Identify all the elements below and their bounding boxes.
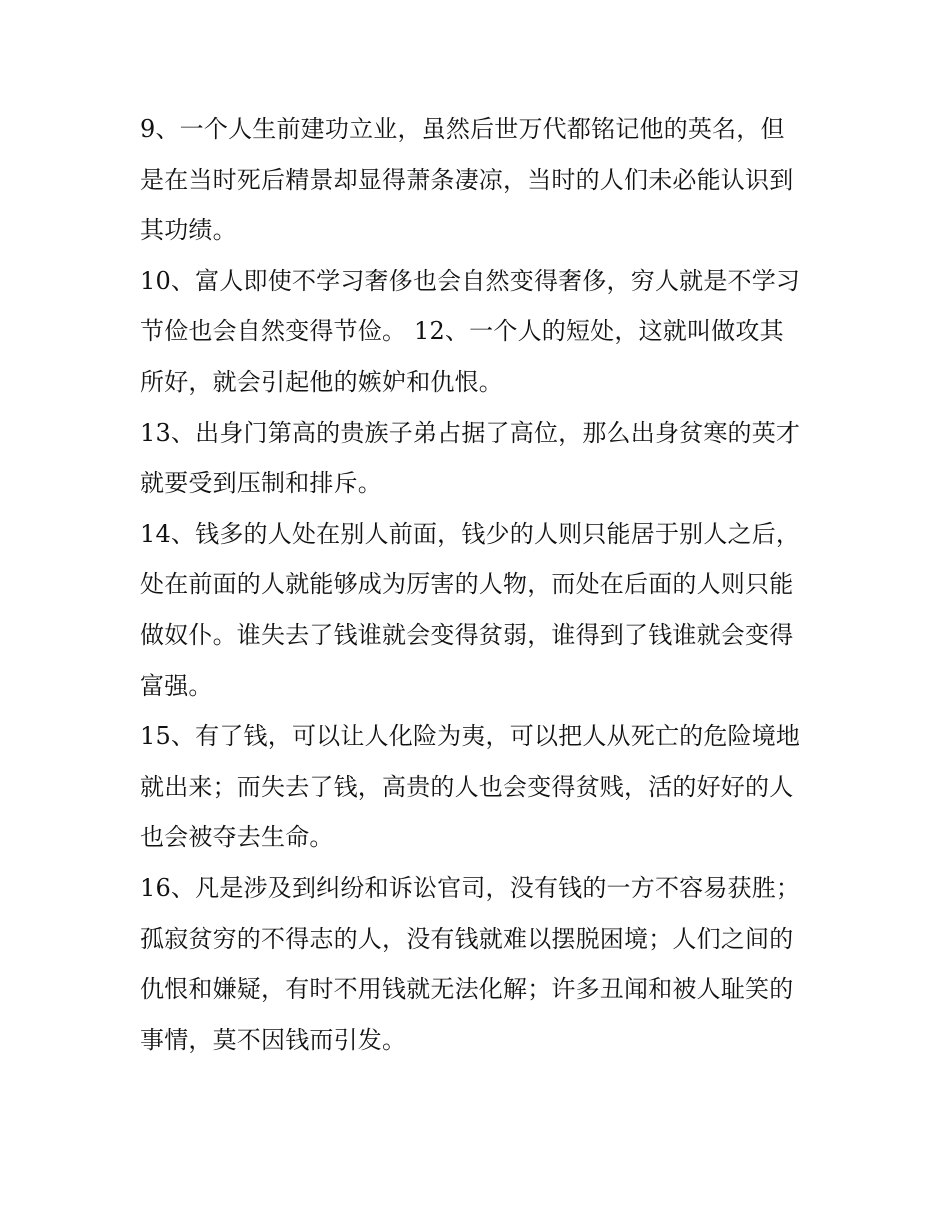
text-line: 所好，就会引起他的嫉妒和仇恨。 [140,367,503,396]
text-line: 就出来；而失去了钱，高贵的人也会变得贫贱，活的好好的人 [140,772,794,801]
text-line: 做奴仆。谁失去了钱谁就会变得贫弱，谁得到了钱谁就会变得 [140,620,794,649]
text-line: 15、有了钱，可以让人化险为夷，可以把人从死亡的危险境地 [140,722,801,751]
paragraph-9 [140,104,830,256]
text-line: 节俭也会自然变得节俭。 12、一个人的短处，这就叫做攻其 [140,317,784,346]
text-line: 富强。 [140,671,213,700]
paragraph-13 [140,408,830,509]
text-line: 其功绩。 [140,216,237,245]
paragraph-15 [140,711,830,863]
text-line: 就要受到压制和排斥。 [140,469,382,498]
text-line: 13、出身门第高的贵族子弟占据了高位，那么出身贫寒的英才 [140,418,801,447]
text-line: 是在当时死后精景却显得萧条凄凉，当时的人们未必能认识到 [140,165,794,194]
text-line: 14、钱多的人处在别人前面，钱少的人则只能居于别人之后， [140,519,801,548]
paragraph-16 [140,863,830,1065]
text-line: 9、一个人生前建功立业，虽然后世万代都铭记他的英名，但 [140,115,785,143]
paragraph-14 [140,509,830,711]
text-line: 也会被夺去生命。 [140,823,334,852]
text-line: 孤寂贫穷的不得志的人，没有钱就难以摆脱困境；人们之间的 [140,924,794,953]
text-line: 处在前面的人就能够成为厉害的人物，而处在后面的人则只能 [140,570,794,599]
text-line: 仇恨和嫌疑，有时不用钱就无法化解；许多丑闻和被人耻笑的 [140,975,794,1004]
text-line: 10、富人即使不学习奢侈也会自然变得奢侈，穷人就是不学习 [140,266,801,295]
paragraph-10-12 [140,256,830,408]
document-body [140,104,830,1065]
text-line: 事情，莫不因钱而引发。 [140,1025,407,1054]
text-line: 16、凡是涉及到纠纷和诉讼官司，没有钱的一方不容易获胜； [140,873,801,902]
